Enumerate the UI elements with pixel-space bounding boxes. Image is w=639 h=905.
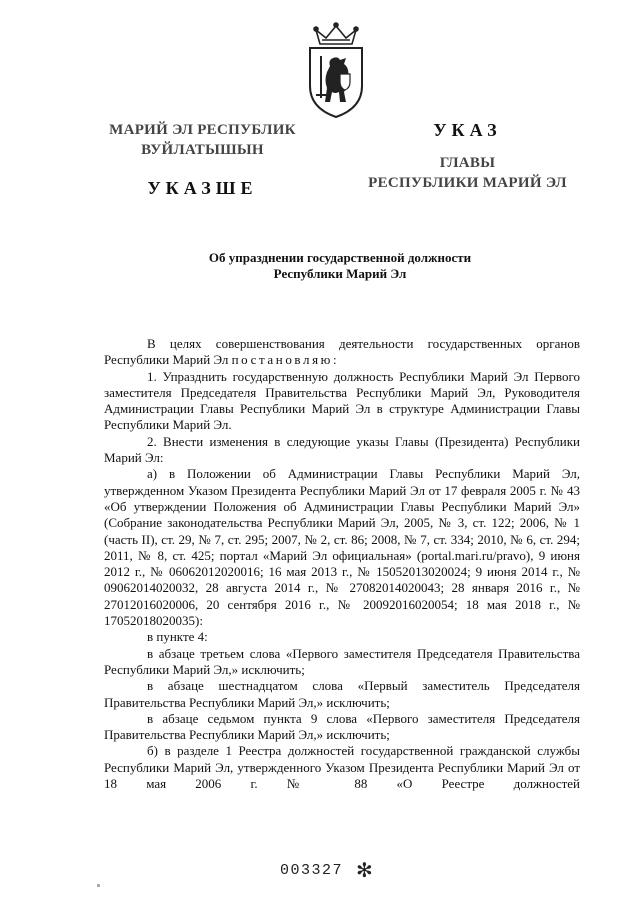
coat-of-arms-icon (300, 22, 372, 120)
paragraph-2b: б) в разделе 1 Реестра должностей государственной гражданской службы Республики Марий Эл, утвержденного Указом Президента Республики Марий Эл от 18 мая 2006 г. № 88 «О Реестре должностей (104, 743, 580, 792)
paragraph-abzac-3: в абзаце третьем слова «Первого заместителя Председателя Правительства Республики Марий Эл,» исключить; (104, 645, 580, 677)
decree-verb: постановляю: (231, 352, 340, 368)
paragraph-abzac-7: в абзаце седьмом пункта 9 слова «Первого заместителя Председателя Правительства Республики Марий Эл,» исключить; (104, 710, 580, 743)
title-line1: Об упразднении государственной должности (208, 250, 472, 265)
document-serial-number: 003327 (280, 862, 344, 879)
header-left-doc-type: УКАЗШЕ (147, 178, 258, 198)
paragraph-point-4: в пункте 4: (147, 629, 208, 645)
header-left-block (95, 120, 310, 199)
header-right-line1: ГЛАВЫ (439, 155, 496, 171)
document-body (104, 336, 580, 792)
paragraph-2a: а) в Положении об Администрации Главы Республики Марий Эл, утвержденном Указом Президента Республики Марий Эл от 17 февраля 2005 г. № 43 «Об утверждении Положения об Администрации Главы Республики Марий Эл» (Собрание законодательства Республики Марий Эл, 2005, № 3, ст. 122; 2006, № 1 (часть II), ст. 29, № 7, ст. 295; 2007, № 2, ст. 86; 2008, № 7, ст. 334; 2010, № 6, ст. 294; 2011, № 8, ст. 425; портал «Марий Эл официальная» (portal.mari.ru/pravo), 9 июня 2012 г., № 06062012020016; 16 мая 2013 г., № 15052013020024; 9 июня 2014 г., № 09062014020032, 28 августа 2014 г., № 27082014020043; 28 января 2016 г., № 27012016020006, 20 сентября 2016 г., № 20092016020054; 18 мая 2018 г., № 17052018020035): (104, 466, 580, 629)
footer-mark: ✻ (356, 860, 373, 882)
paragraph-preamble (104, 336, 580, 369)
header-right-block (360, 120, 575, 193)
preamble-text: В целях совершенствования деятельности государственных органов Республики Марий Эл (104, 336, 580, 368)
header-right-line2: РЕСПУБЛИКИ МАРИЙ ЭЛ (368, 175, 567, 191)
header-left-line2: ВУЙЛАТЫШЫН (141, 142, 264, 158)
paragraph-2: 2. Внести изменения в следующие указы Главы (Президента) Республики Марий Эл: (104, 433, 580, 466)
scan-speck (97, 884, 100, 887)
header-left-line1: МАРИЙ ЭЛ РЕСПУБЛИК (109, 122, 296, 138)
paragraph-abzac-16: в абзаце шестнадцатом слова «Первый заместитель Председателя Правительства Республики Марий Эл,» исключить; (104, 678, 580, 710)
paragraph-1: 1. Упразднить государственную должность Республики Марий Эл Первого заместителя Председателя Правительства Республики Марий Эл, Руководителя Администрации Главы Республики Марий Эл в структуре Администрации Главы Республики Марий Эл. (104, 368, 580, 433)
header-right-doc-type: УКАЗ (433, 120, 502, 140)
document-title (120, 250, 560, 282)
title-line2: Республики Марий Эл (273, 266, 407, 281)
